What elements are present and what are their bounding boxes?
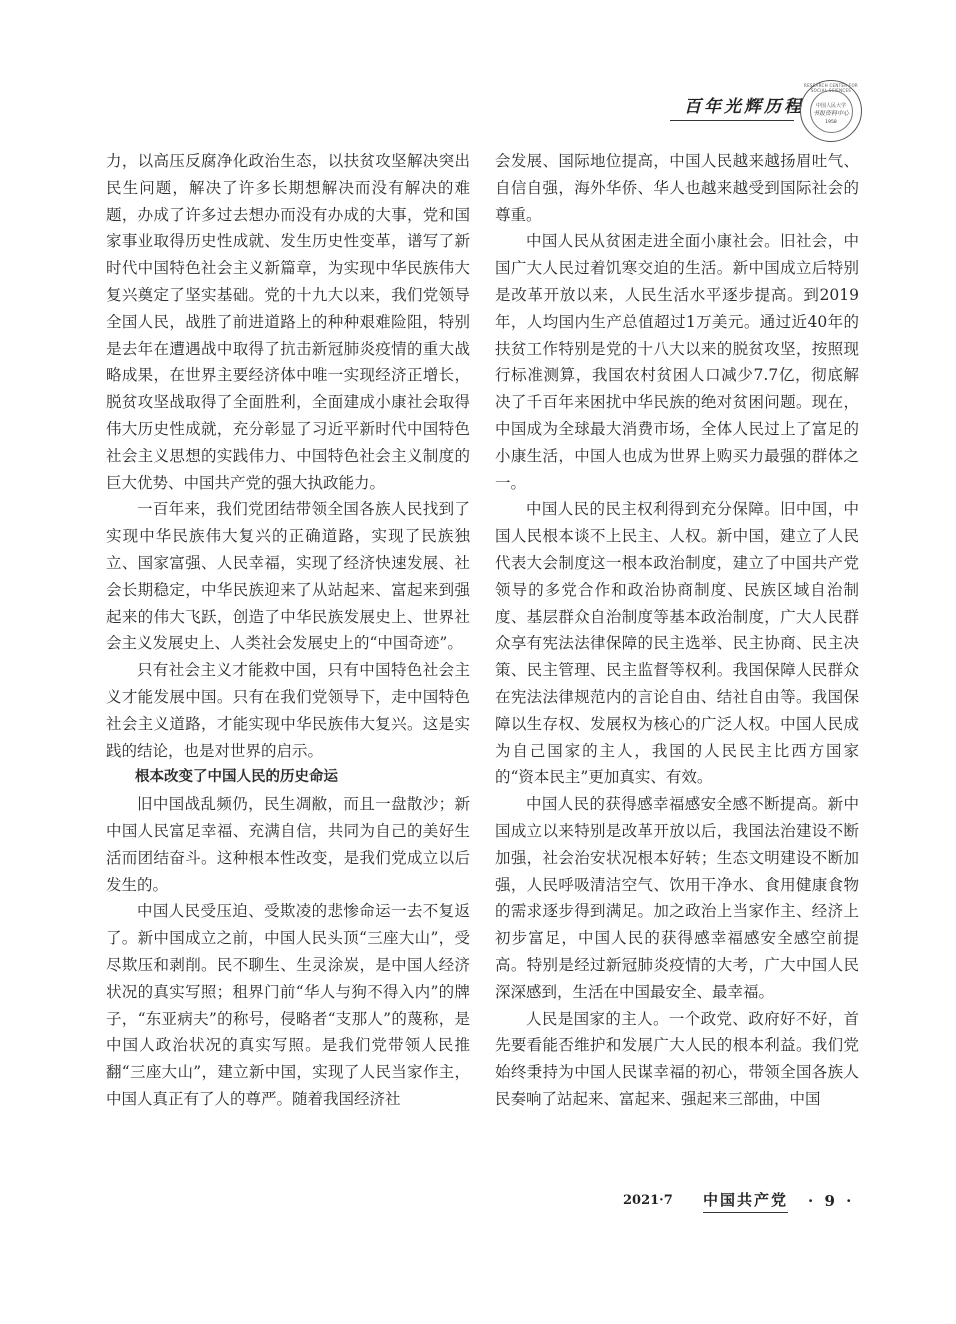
- section-title: 百年光辉历程: [684, 97, 804, 117]
- paragraph: 人民是国家的主人。一个政党、政府好不好，首先要看能否维护和发展广大人民的根本利益。我们党始终秉持为中国人民谋幸福的初心，带领全国各族人民奏响了站起来、富起来、强起来三部曲，中国: [495, 1009, 859, 1108]
- paragraph: 只有社会主义才能救中国，只有中国特色社会主义才能发展中国。只有在我们党领导下，走中国特色社会主义道路，才能实现中华民族伟大复兴。这是实践的结论，也是对世界的启示。: [106, 661, 470, 760]
- paragraph: 力，以高压反腐净化政治生态，以扶贫攻坚解决突出民生问题，解决了许多长期想解决而没有解决的难题，办成了许多过去想办而没有办成的大事，党和国家事业取得历史性成就、发生历史性变革，谱写了新时代中国特色社会主义新篇章，为实现中华民族伟大复兴奠定了坚实基础。党的十九大以来，我们党领导全国人民，战胜了前进道路上的种种艰难险阻，特别是去年在遭遇战中取得了抗击新冠肺炎疫情的重大战略成果，在世界主要经济体中唯一实现经济正增长，脱贫攻坚战取得了全面胜利，全面建成小康社会取得伟大历史性成就，充分彰显了习近平新时代中国特色社会主义思想的实践伟力、中国特色社会主义制度的巨大优势、中国共产党的强大执政能力。: [106, 152, 470, 492]
- magazine-name: 中国共产党: [703, 1190, 788, 1213]
- section-heading: 根本改变了中国人民的历史命运: [135, 769, 338, 786]
- right-column: [495, 148, 859, 1113]
- paragraph: 会发展、国际地位提高，中国人民越来越扬眉吐气、自信自强，海外华侨、华人也越来越受到国际社会的尊重。: [495, 152, 859, 224]
- left-column: [106, 148, 470, 1113]
- seal-year: 1958: [825, 120, 837, 125]
- paragraph: 中国人民从贫困走进全面小康社会。旧社会，中国广大人民过着饥寒交迫的生活。新中国成立后特别是改革开放以来，人民生活水平逐步提高。到2019年，人均国内生产总值超过1万美元。通过近40年的扶贫工作特别是党的十八大以来的脱贫攻坚，按照现行标准测算，我国农村贫困人口减少7.7亿，彻底解决了千百年来困扰中华民族的绝对贫困问题。现在，中国成为全球最大消费市场，全体人民过上了富足的小康生活，中国人也成为世界上购买力最强的群体之一。: [495, 232, 859, 492]
- header-rule: [670, 120, 794, 121]
- issue-date: 2021·7: [623, 1193, 673, 1208]
- seal-arc-text: RESEARCH CENTER FOR SOCIAL SCIENCES: [803, 83, 859, 93]
- paragraph: 一百年来，我们党团结带领全国各族人民找到了实现中华民族伟大复兴的正确道路，实现了民族独立、国家富强、人民幸福，实现了经济快速发展、社会长期稳定，中华民族迎来了从站起来、富起来到强起来的伟大飞跃，创造了中华民族发展史上、世界社会主义发展史上、人类社会发展史上的“中国奇迹”。: [106, 500, 470, 653]
- paragraph: 中国人民的获得感幸福感安全感不断提高。新中国成立以来特别是改革开放以后，我国法治建设不断加强，社会治安状况根本好转；生态文明建设不断加强，人民呼吸清洁空气、饮用干净水、食用健康食物的需求逐步得到满足。加之政治上当家作主、经济上初步富足，中国人民的获得感幸福感安全感空前提高。特别是经过新冠肺炎疫情的大考，广大中国人民深深感到，生活在中国最安全、最幸福。: [495, 795, 859, 1001]
- page-number: · 9 ·: [808, 1192, 855, 1210]
- seal-line1: 中国人民大学: [815, 103, 846, 109]
- seal-line2: 书报资料中心: [812, 110, 849, 117]
- paragraph: 旧中国战乱频仍，民生凋敝，而且一盘散沙；新中国人民富足幸福、充满自信，共同为自己的美好生活而团结奋斗。这种根本性改变，是我们党成立以后发生的。: [106, 795, 470, 894]
- paragraph: 中国人民的民主权利得到充分保障。旧中国，中国人民根本谈不上民主、人权。新中国，建立了人民代表大会制度这一根本政治制度，建立了中国共产党领导的多党合作和政治协商制度、民族区域自治制度、基层群众自治制度等基本政治制度，广大人民群众享有宪法法律保障的民主选举、民主协商、民主决策、民主管理、民主监督等权利。我国保障人民群众在宪法法律规范内的言论自由、结社自由等。我国保障以生存权、发展权为核心的广泛人权。中国人民成为自己国家的主人，我国的人民民主比西方国家的“资本民主”更加真实、有效。: [495, 500, 859, 787]
- paragraph: 中国人民受压迫、受欺凌的悲惨命运一去不复返了。新中国成立之前，中国人民头顶“三座大山”，受尽欺压和剥削。民不聊生、生灵涂炭，是中国人经济状况的真实写照；租界门前“华人与狗不得入内”的牌子，“东亚病夫”的称号，侵略者“支那人”的蔑称，是中国人政治状况的真实写照。是我们党带领人民推翻“三座大山”，建立新中国，实现了人民当家作主，中国人真正有了人的尊严。随着我国经济社: [106, 902, 470, 1108]
- publisher-seal-logo: [800, 80, 862, 142]
